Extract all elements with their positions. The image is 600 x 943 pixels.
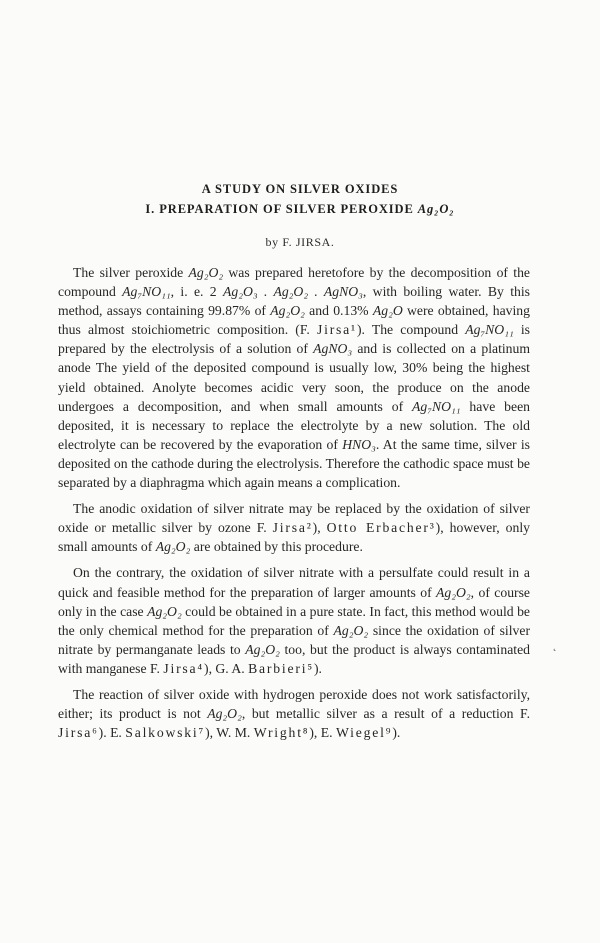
chemical-formula: Ag₂O₂	[436, 584, 471, 600]
title-text: I. PREPARATION OF SILVER PEROXIDE	[145, 202, 414, 216]
text-run: ), however, only small amounts of	[58, 520, 530, 555]
text-run: . At the same time, silver is deposited on the cathode during the electrolysis. Therefore the cathodic space must be separated by a diaphragma which again means a complication.	[58, 436, 530, 491]
scan-speck: ˛	[553, 640, 557, 652]
chemical-formula: Ag₂O₂	[188, 265, 224, 280]
text-run: ). E.	[98, 725, 126, 741]
text-run: ),	[312, 520, 327, 536]
text-run: , but metallic silver as a result of a reduction F.	[241, 706, 530, 722]
chemical-formula: Ag₂O₂	[245, 641, 280, 657]
chemical-formula: Ag₂O₂	[207, 706, 242, 722]
text-run: and is collected on a platinum anode The yield of the deposited compound is usually low, 30% being the highest yield obtained. Anolyte becomes acidic very soon, the produce on the anode undergoes a decomposition, and when small amounts of	[58, 341, 531, 414]
text-run: are obtained by this procedure.	[190, 539, 363, 555]
text-run: The reaction of silver oxide with hydrogen peroxide does not work satisfactorily, either; its product is not	[58, 686, 530, 722]
citation-author: Salkowski⁷	[125, 725, 206, 741]
title-line-2	[0, 202, 600, 217]
citation-author: Wiegel⁹	[335, 725, 393, 741]
text-run: ), E.	[309, 725, 336, 741]
paragraph-3	[58, 563, 530, 678]
chemical-formula: Ag₂O	[372, 303, 403, 319]
text-run: is prepared by the electrolysis of a solution of	[58, 322, 530, 357]
citation-author: Barbieri⁵	[248, 660, 314, 676]
text-run: ), W. M.	[205, 725, 254, 741]
chemical-formula: Ag₂O₂	[147, 603, 182, 619]
chemical-formula: HNO₃	[342, 436, 376, 452]
chemical-formula: Ag₂O₃ . Ag₂O₂ . AgNO₃	[223, 284, 363, 300]
citation-author: Jirsa⁴	[163, 660, 205, 676]
text-run: could be obtained in a pure state. In fact, this method would be the only chemical method for the preparation of	[58, 603, 530, 638]
citation-author: Jirsa⁶	[58, 725, 99, 741]
article-body	[58, 263, 530, 749]
paragraph-1	[58, 263, 530, 492]
citation-author: Otto Erbacher³	[326, 520, 436, 536]
citation-author: Wright⁸	[253, 725, 310, 741]
text-run: The anodic oxidation of silver nitrate may be replaced by the oxidation of silver oxide or metallic silver by ozone F.	[58, 501, 530, 536]
text-run: The silver peroxide	[73, 265, 189, 280]
text-run: have been deposited, it is necessary to replace the electrolyte by a new solution. The old electrolyte can be recovered by the evaporation of	[58, 398, 530, 452]
chemical-formula: Ag₂O₂	[333, 622, 369, 638]
text-run: ).	[392, 725, 401, 741]
text-run: ).	[313, 660, 322, 676]
text-run: and 0.13%	[304, 303, 373, 319]
text-run: , of course only in the case	[58, 584, 531, 619]
text-run: were obtained, having thus almost stoichiometric composition. (F.	[58, 303, 530, 338]
chemical-formula: Ag₂O₂	[270, 303, 305, 319]
title-line-1: A STUDY ON SILVER OXIDES	[201, 182, 399, 196]
text-run: ). The compound	[356, 322, 466, 338]
text-run: too, but the product is always contaminated with manganese F.	[58, 641, 530, 676]
paragraph-2	[58, 499, 530, 556]
text-run: ), G. A.	[204, 660, 249, 676]
chemical-formula: Ag₇NO₁₁	[412, 398, 461, 414]
citation-author: Jirsa²	[272, 520, 313, 536]
citation-author: Jirsa¹	[316, 322, 357, 338]
author-byline: by F. JIRSA.	[265, 235, 335, 249]
paragraph-4	[58, 685, 530, 742]
title-formula: Ag₂O₂	[417, 202, 455, 216]
chemical-formula: Ag₇NO₁₁	[465, 322, 514, 338]
chemical-formula: Ag₇NO₁₁	[122, 284, 171, 300]
text-run: On the contrary, the oxidation of silver nitrate with a persulfate could result in a quick and feasible method for the preparation of larger amounts of	[58, 565, 530, 600]
chemical-formula: Ag₂O₂	[155, 539, 191, 555]
text-run: , with boiling water. By this method, assays containing 99.87% of	[58, 284, 530, 319]
text-run: since the oxidation of silver nitrate by permanganate leads to	[58, 622, 531, 657]
text-run: was prepared heretofore by the decomposition of the compound	[58, 265, 531, 300]
chemical-formula: AgNO₃	[313, 341, 353, 357]
text-run: , i. e. 2	[170, 284, 223, 300]
